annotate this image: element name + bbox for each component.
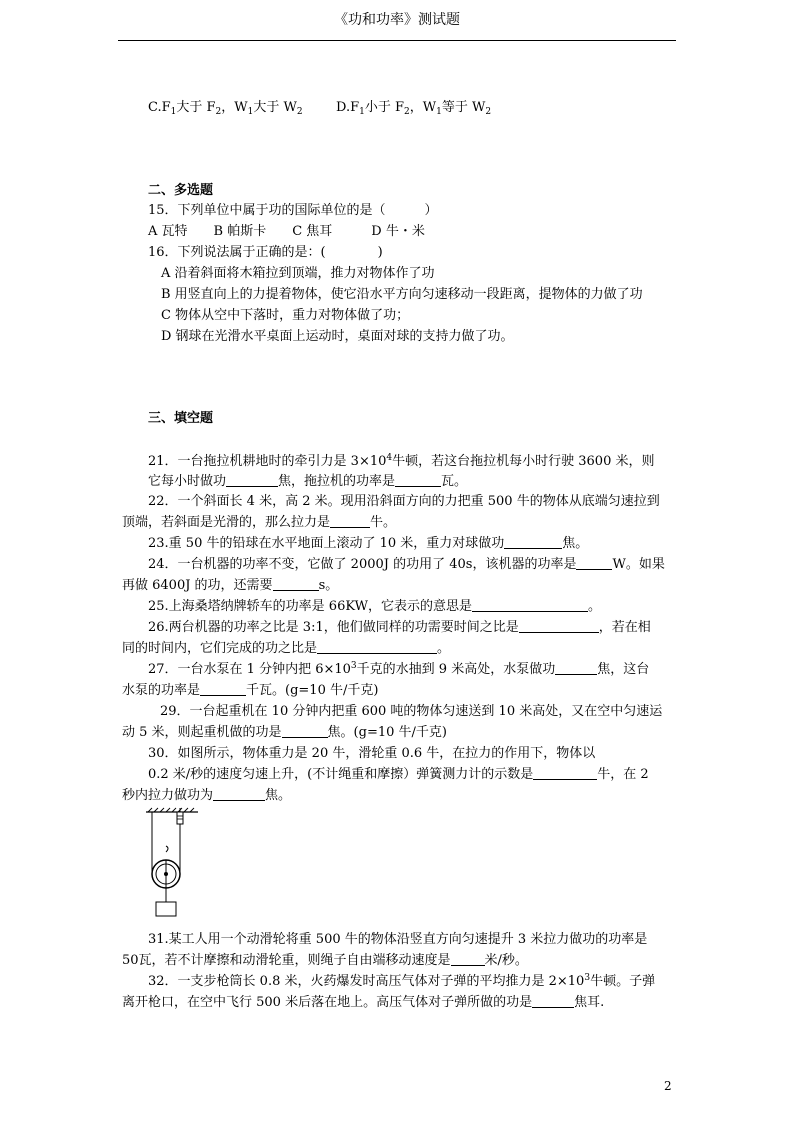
q22-line2: 顶端，若斜面是光滑的，那么拉力是 牛。	[122, 515, 397, 530]
pulley-diagram	[140, 808, 206, 920]
q30-blank-work[interactable]	[213, 788, 265, 801]
q30-line2: 0.2 米/秒的速度匀速上升，(不计绳重和摩擦）弹簧测力计的示数是 牛，在 2	[148, 767, 649, 782]
q23: 23.重 50 牛的铅球在水平地面上滚动了 10 米，重力对球做功 焦。	[148, 536, 589, 551]
header-title: 《功和功率》测试题	[334, 12, 460, 28]
q29-line1: 29．一台起重机在 10 分钟内把重 600 吨的物体匀速送到 10 米高处，又在空中匀速运	[160, 704, 663, 719]
q25-blank[interactable]	[472, 599, 588, 612]
q27-line1: 27．一台水泵在 1 分钟内把 $6\times 10^3$千克的水抽到 9 米高处，水泵做功 焦，这台	[148, 661, 650, 677]
q16-option-a: A 沿着斜面将木箱拉到顶端，推力对物体作了功	[161, 266, 435, 281]
q14-option-c: $C.F_1$大于 $F_2$，$W_1$大于 $W_2$	[148, 100, 303, 117]
q30-blank-reading[interactable]	[533, 767, 597, 780]
q24-blank-power[interactable]	[576, 557, 612, 570]
q21-blank-work[interactable]	[226, 474, 278, 487]
section3-title: 三、填空题	[148, 411, 214, 426]
q16-option-b: B 用竖直向上的力提着物体，使它沿水平方向匀速移动一段距离，提物体的力做了功	[161, 287, 643, 302]
q32-blank[interactable]	[532, 995, 574, 1008]
q21-line1: 21．一台拖拉机耕地时的牵引力是 $3\times 10^4$牛顿，若这台拖拉机每小时行驶 3600 米，则	[148, 453, 655, 469]
q16-stem: 16．下列说法属于正确的是：( )	[148, 245, 383, 260]
q27-blank-work[interactable]	[555, 662, 597, 675]
q27-line2: 水泵的功率是 千瓦。(g=10 牛/千克)	[122, 683, 379, 698]
q21-line2: 它每小时做功 焦，拖拉机的功率是 瓦。	[148, 474, 468, 489]
q26-line2: 同的时间内，它们完成的功之比是 。	[122, 641, 451, 656]
q25: 25.上海桑塔纳牌轿车的功率是 66KW，它表示的意思是 。	[148, 599, 601, 614]
q26-blank-time-ratio[interactable]	[519, 620, 599, 633]
q23-blank[interactable]	[504, 536, 562, 549]
q21-blank-power[interactable]	[395, 474, 441, 487]
q31-line2: 50瓦，若不计摩擦和动滑轮重，则绳子自由端移动速度是 米/秒。	[122, 953, 528, 968]
q32-line1: 32．一支步枪筒长 0.8 米，火药爆发时高压气体对子弹的平均推力是 $2\times 10^3$牛顿。子弹	[148, 973, 656, 989]
q16-option-c: C 物体从空中下落时，重力对物体做了功；	[161, 308, 410, 323]
q27-blank-power[interactable]	[200, 683, 246, 696]
q29-blank[interactable]	[282, 725, 328, 738]
q29-line2: 动 5 米，则起重机做的功是 焦。(g=10 牛/千克)	[122, 725, 447, 740]
q30-line1: 30．如图所示，物体重力是 20 牛，滑轮重 0.6 牛，在拉力的作用下，物体以	[148, 746, 596, 761]
q31-line1: 31.某工人用一个动滑轮将重 500 牛的物体沿竖直方向匀速提升 3 米拉力做功的功率是	[148, 932, 648, 947]
q16-option-d: D 钢球在光滑水平桌面上运动时，桌面对球的支持力做了功。	[161, 329, 514, 344]
q22-blank[interactable]	[330, 515, 370, 528]
q15-stem: 15．下列单位中属于功的国际单位的是（ ）	[148, 203, 438, 218]
q22-line1: 22．一个斜面长 4 米，高 2 米。现用沿斜面方向的力把重 500 牛的物体从底端匀速拉到	[148, 494, 660, 509]
header-rule	[118, 40, 676, 41]
section2-title: 二、多选题	[148, 183, 214, 198]
q26-blank-work-ratio[interactable]	[317, 641, 437, 654]
q31-blank[interactable]	[451, 953, 485, 966]
q32-line2: 离开枪口，在空中飞行 500 米后落在地上。高压气体对子弹所做的功是 焦耳.	[122, 995, 605, 1010]
q24-blank-time[interactable]	[273, 578, 319, 591]
q24-line2: 再做 6400J 的功，还需要 s。	[122, 578, 339, 593]
q14-option-d: $D.F_1$小于 $F_2$，$W_1$等于 $W_2$	[336, 100, 492, 117]
q26-line1: 26.两台机器的功率之比是 3:1，他们做同样的功需要时间之比是 ，若在相	[148, 620, 651, 635]
q30-line3: 秒内拉力做功为 焦。	[122, 788, 292, 803]
page-number: 2	[664, 1079, 672, 1093]
q15-options: A 瓦特 B 帕斯卡 C 焦耳 D 牛・米	[148, 224, 425, 239]
q24-line1: 24．一台机器的功率不变，它做了 2000J 的功用了 40s，该机器的功率是 W。如果	[148, 557, 665, 572]
